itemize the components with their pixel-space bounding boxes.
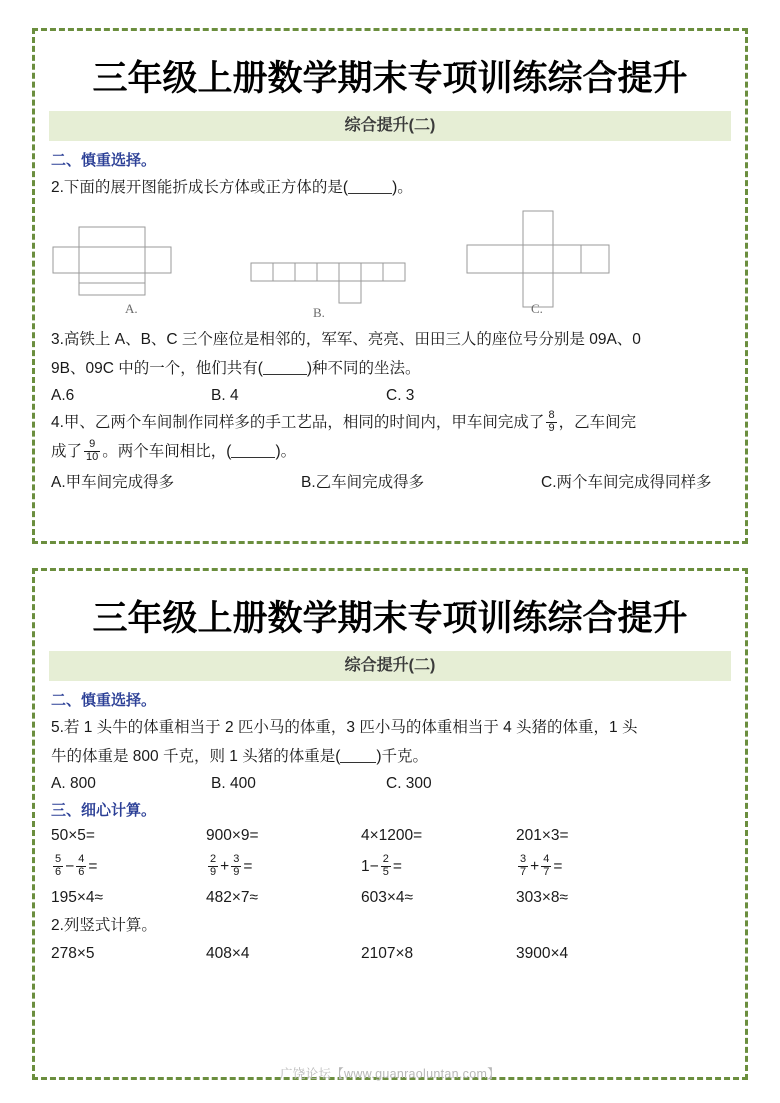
- vertical-calculation-label: 2.列竖式计算。: [51, 917, 157, 935]
- operator: +: [530, 858, 540, 876]
- question-3-options: [51, 387, 745, 405]
- calc-row-vertical: [51, 945, 745, 963]
- calc-item[interactable]: 603×4≈: [361, 889, 414, 907]
- question-3-line-2: [51, 357, 745, 381]
- question-5-line-2: [51, 745, 745, 769]
- option-a[interactable]: A. 800: [51, 775, 96, 793]
- question-2-text: [51, 176, 745, 200]
- question-4-segment-3: 成了: [51, 443, 83, 461]
- equals-sign: =: [243, 858, 253, 876]
- net-a-square: [79, 227, 145, 295]
- calc-item[interactable]: 482×7≈: [206, 889, 259, 907]
- calc-item[interactable]: 195×4≈: [51, 889, 104, 907]
- fraction-b: $\frac{4}{6}$: [78, 853, 85, 878]
- page-title: 三年级上册数学期末专项训练综合提升: [92, 59, 688, 98]
- net-a-band: [53, 247, 171, 273]
- net-b-strip: [251, 263, 405, 281]
- fraction-eight-ninths: $\frac{8}{9}$: [548, 409, 555, 434]
- operator: −: [369, 858, 379, 876]
- option-a[interactable]: A.甲车间完成得多: [51, 474, 175, 492]
- fraction-b: $\frac{2}{5}$: [382, 853, 389, 878]
- equals-sign: =: [392, 858, 402, 876]
- question-4-line-1: [51, 411, 745, 435]
- answer-blank[interactable]: [340, 748, 376, 764]
- net-label-b: B.: [313, 305, 325, 321]
- calc-item-fraction[interactable]: [51, 855, 206, 879]
- equals-sign: =: [88, 858, 98, 876]
- calc-item-fraction[interactable]: [206, 855, 361, 879]
- option-b[interactable]: B. 4: [211, 387, 239, 405]
- question-3-suffix: )种不同的坐法。: [306, 360, 421, 378]
- fraction-a: $\frac{3}{7}$: [520, 853, 527, 878]
- answer-blank[interactable]: [263, 360, 307, 376]
- calc-item-fraction[interactable]: [361, 855, 516, 879]
- calc-item[interactable]: 303×8≈: [516, 889, 569, 907]
- operator: −: [65, 858, 75, 876]
- subtitle-banner: 综合提升(二): [49, 651, 731, 681]
- equals-sign: =: [553, 858, 563, 876]
- option-c[interactable]: C.两个车间完成得同样多: [541, 474, 712, 492]
- question-3-line-1: 3.高铁上 A、B、C 三个座位是相邻的，军军、亮亮、田田三人的座位号分别是 09A、0: [51, 331, 641, 349]
- question-4-segment-4: 。两个车间相比，(: [102, 443, 232, 461]
- net-b-tab: [339, 281, 361, 303]
- question-2-suffix: )。: [392, 179, 413, 196]
- fraction-b: $\frac{4}{7}$: [543, 853, 550, 878]
- question-5-options: [51, 775, 745, 793]
- calc-item-fraction[interactable]: [516, 855, 671, 879]
- net-label-c: C.: [531, 301, 543, 317]
- question-4-segment-5: )。: [275, 443, 297, 461]
- answer-blank[interactable]: [348, 179, 392, 195]
- question-4-segment-1: 4.甲、乙两个车间制作同样多的手工艺品，相同的时间内，甲车间完成了: [51, 414, 545, 432]
- watermark: 广饶论坛【www.guanraoluntan.com】: [280, 1067, 500, 1081]
- whole-number: 1: [361, 858, 370, 876]
- option-c[interactable]: C. 300: [386, 775, 432, 793]
- answer-blank[interactable]: [231, 443, 275, 459]
- calc-row-multiplication: [51, 827, 745, 845]
- fraction-a: $\frac{2}{9}$: [210, 853, 217, 878]
- question-5-line-1: 5.若 1 头牛的体重相当于 2 匹小马的体重，3 匹小马的体重相当于 4 头猪的体重，1 头: [51, 719, 638, 736]
- calc-item[interactable]: 2107×8: [361, 945, 414, 963]
- question-4-segment-2: ，乙车间完: [558, 414, 637, 432]
- calc-item[interactable]: 50×5=: [51, 827, 95, 845]
- page-title: 三年级上册数学期末专项训练综合提升: [92, 599, 688, 638]
- net-c-vertical: [523, 211, 553, 307]
- section-heading-two: 二、慎重选择。: [51, 152, 157, 169]
- question-5-prompt-tail: 牛的体重是 800 千克，则 1 头猪的体重是(: [51, 748, 341, 766]
- question-4-line-2: [51, 440, 745, 464]
- option-a[interactable]: A.6: [51, 387, 75, 405]
- question-5-suffix: )千克。: [376, 748, 429, 766]
- fraction-nine-tenths: $\frac{9}{10}$: [86, 438, 99, 463]
- calc-row-estimation: [51, 889, 745, 907]
- calc-item[interactable]: 3900×4: [516, 945, 569, 963]
- section-heading-two: 二、慎重选择。: [51, 692, 157, 709]
- calc-item[interactable]: 278×5: [51, 945, 95, 963]
- question-3-prompt-tail: 9B、09C 中的一个，他们共有(: [51, 360, 263, 378]
- net-c-horizontal: [467, 245, 609, 273]
- fraction-b: $\frac{3}{9}$: [233, 853, 240, 878]
- question-2-prompt: 2.下面的展开图能折成长方体或正方体的是(: [51, 179, 349, 196]
- option-c[interactable]: C. 3: [386, 387, 415, 405]
- net-label-a: A.: [125, 301, 138, 317]
- calc-item[interactable]: 900×9=: [206, 827, 259, 845]
- calc-item[interactable]: 4×1200=: [361, 827, 423, 845]
- section-heading-three: 三、细心计算。: [51, 802, 157, 820]
- subtitle-banner: 综合提升(二): [49, 111, 731, 141]
- worksheet-top-section: [32, 28, 748, 544]
- fraction-a: $\frac{5}{6}$: [55, 853, 62, 878]
- net-diagrams: [35, 205, 745, 323]
- calc-item[interactable]: 408×4: [206, 945, 250, 963]
- calc-item[interactable]: 201×3=: [516, 827, 569, 845]
- operator: +: [220, 858, 230, 876]
- calc-row-fractions: [51, 855, 745, 879]
- option-b[interactable]: B.乙车间完成得多: [301, 474, 425, 492]
- worksheet-bottom-section: [32, 568, 748, 1080]
- option-b[interactable]: B. 400: [211, 775, 256, 793]
- question-4-options: [51, 470, 745, 492]
